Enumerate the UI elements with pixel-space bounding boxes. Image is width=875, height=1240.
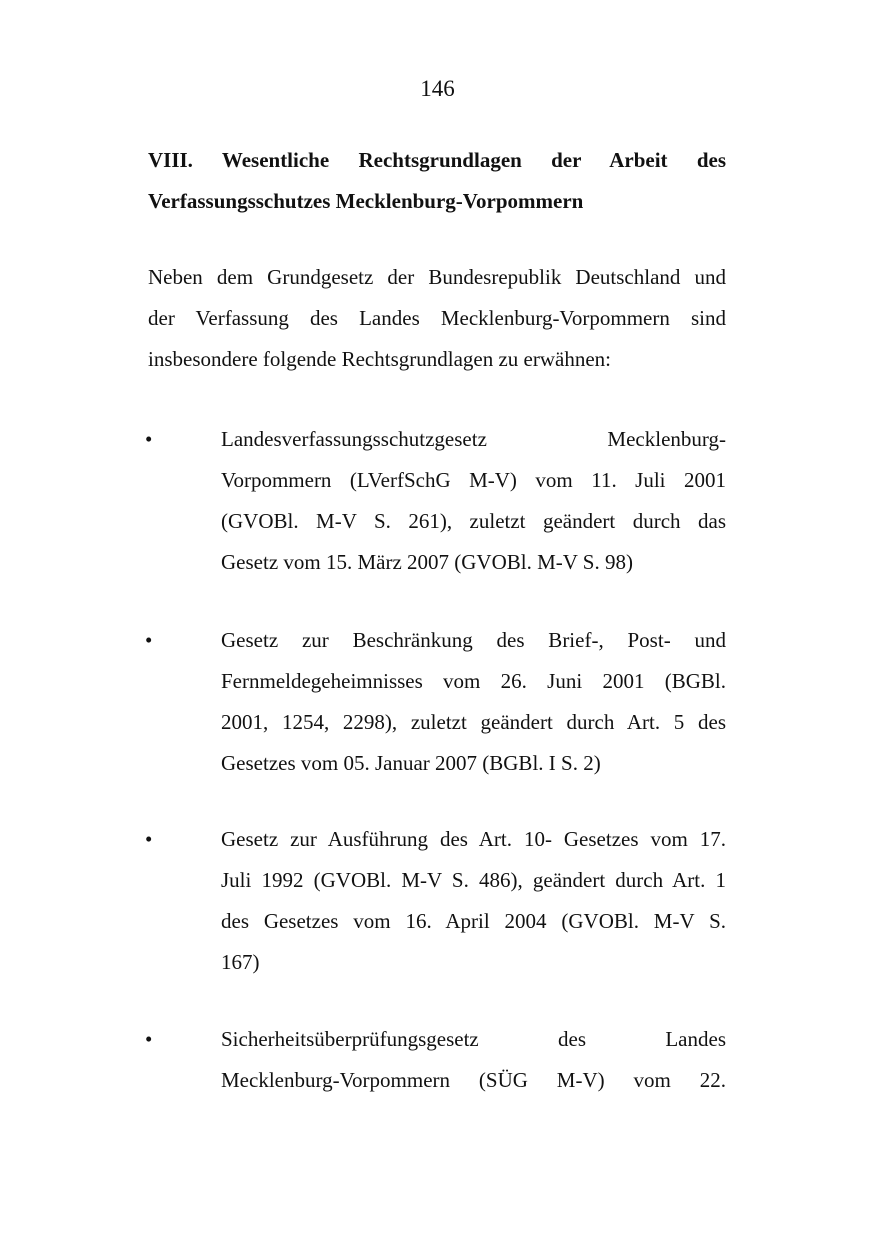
list-item-line: des Gesetzes vom 16. April 2004 (GVOBl. M-V S. [221, 909, 726, 933]
list-item-line: 167) [221, 950, 260, 974]
heading-line-1: VIII. Wesentliche Rechtsgrundlagen der Arbeit des [148, 148, 726, 172]
page-number: 146 [420, 76, 455, 101]
intro-line-1: Neben dem Grundgesetz der Bundesrepublik Deutschland und [148, 265, 726, 289]
list-item-line: Fernmeldegeheimnisses vom 26. Juni 2001 (BGBl. [221, 669, 726, 693]
list-item-line: Gesetzes vom 05. Januar 2007 (BGBl. I S. 2) [221, 751, 601, 775]
list-item-text [221, 620, 726, 784]
heading-line-2: Verfassungsschutzes Mecklenburg-Vorpommern [148, 189, 584, 213]
list-item-line: 2001, 1254, 2298), zuletzt geändert durch Art. 5 des [221, 710, 726, 734]
list-item-text [221, 819, 726, 983]
intro-line-2: der Verfassung des Landes Mecklenburg-Vorpommern sind [148, 306, 726, 330]
list-item-line: (GVOBl. M-V S. 261), zuletzt geändert durch das [221, 509, 726, 533]
list-item-line: Vorpommern (LVerfSchG M-V) vom 11. Juli 2001 [221, 468, 726, 492]
list-item-line: Juli 1992 (GVOBl. M-V S. 486), geändert durch Art. 1 [221, 868, 726, 892]
list-item-line: Sicherheitsüberprüfungsgesetz des Landes [221, 1027, 726, 1051]
bullet-icon: • [145, 1027, 153, 1051]
list-item-line: Landesverfassungsschutzgesetz Mecklenburg- [221, 427, 726, 451]
bullet-icon: • [145, 827, 153, 851]
bullet-icon: • [145, 628, 153, 652]
list-item-line: Gesetz zur Beschränkung des Brief-, Post- und [221, 628, 726, 652]
list-item-line: Gesetz zur Ausführung des Art. 10- Gesetzes vom 17. [221, 827, 726, 851]
list-item-text [221, 419, 726, 583]
list-item-text [221, 1019, 726, 1101]
intro-paragraph [148, 257, 726, 380]
intro-line-3: insbesondere folgende Rechtsgrundlagen zu erwähnen: [148, 347, 612, 371]
section-heading [148, 140, 726, 222]
list-item-line: Gesetz vom 15. März 2007 (GVOBl. M-V S. 98) [221, 550, 633, 574]
list-item-line: Mecklenburg-Vorpommern (SÜG M-V) vom 22. [221, 1068, 726, 1092]
bullet-icon: • [145, 427, 153, 451]
